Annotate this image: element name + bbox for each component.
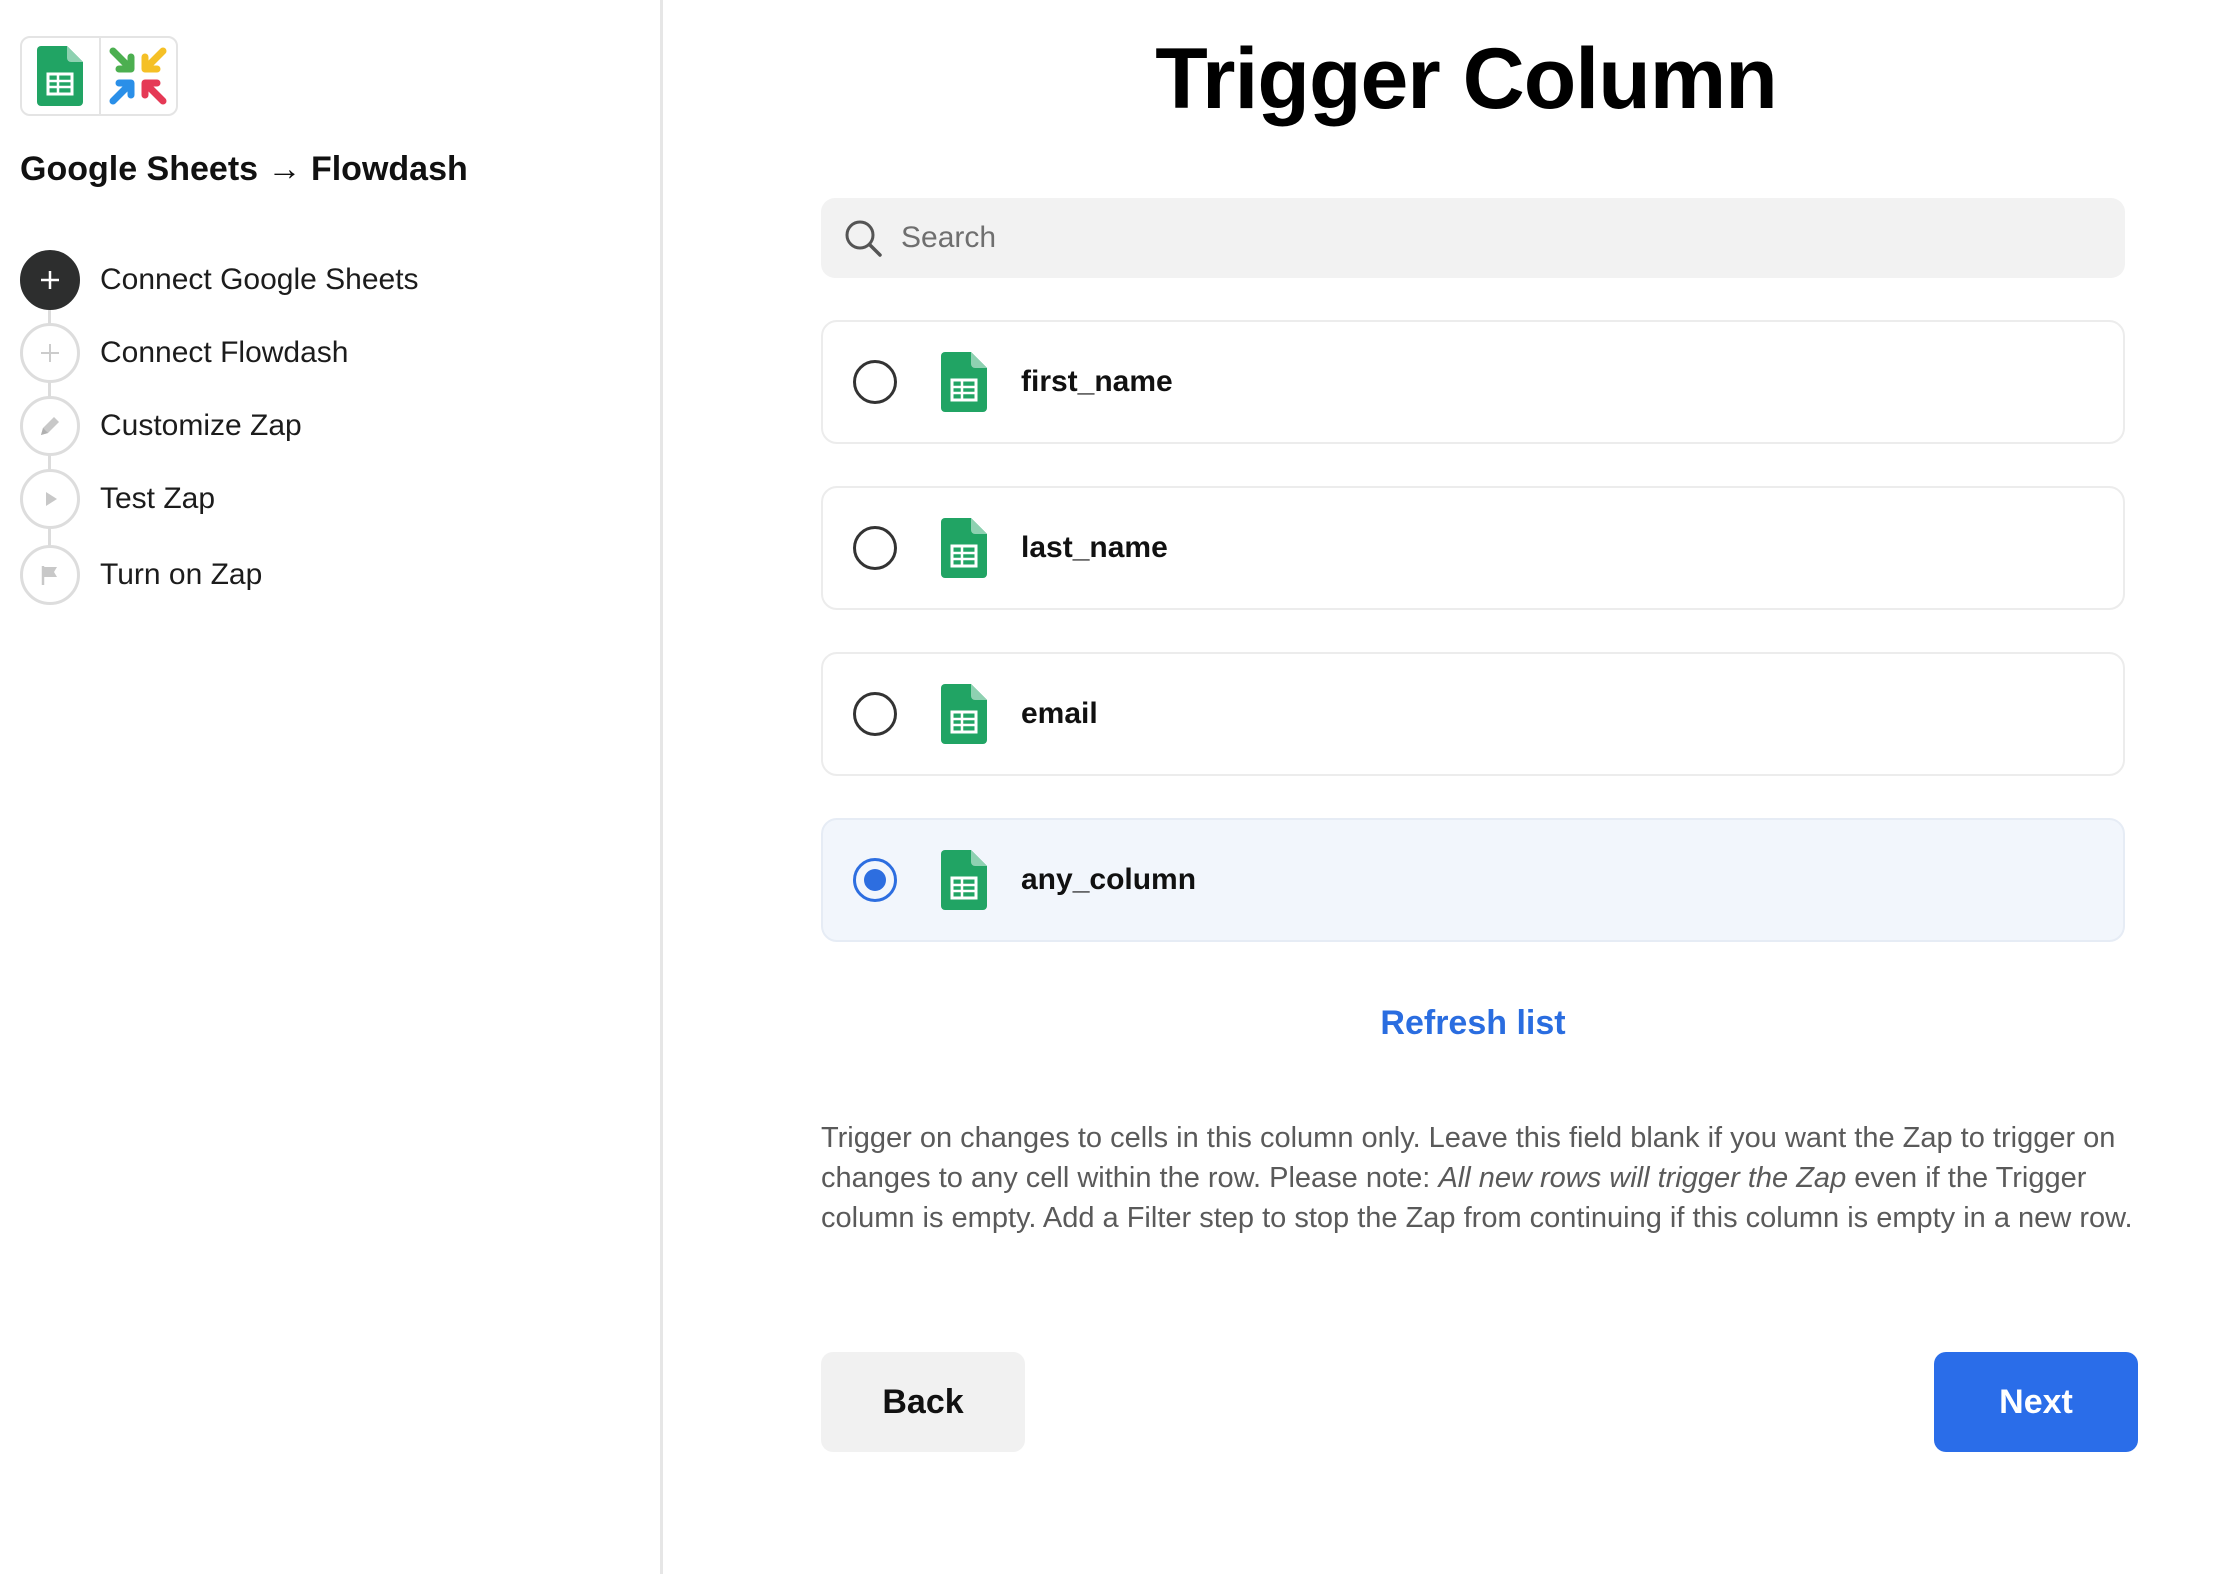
- play-icon: [20, 469, 80, 529]
- option-label: last_name: [1021, 531, 1168, 564]
- arrow-icon: →: [267, 150, 302, 188]
- step-label: Turn on Zap: [100, 558, 263, 591]
- step-label: Test Zap: [100, 482, 216, 515]
- radio-button[interactable]: [853, 692, 897, 736]
- pencil-icon: [20, 396, 80, 456]
- step-label: Customize Zap: [100, 409, 302, 442]
- column-option-any-column[interactable]: [821, 818, 2125, 942]
- help-text: [821, 1118, 2141, 1238]
- page-title: Trigger Column: [1155, 31, 1777, 127]
- column-option-email[interactable]: [821, 652, 2125, 776]
- option-label: any_column: [1021, 863, 1197, 896]
- radio-dot: [864, 869, 886, 891]
- help-text-part1: Trigger on changes to cells in this column only. Leave this field blank if you want the Zap to trigger on changes to any cell within the row. Please note:: [821, 1122, 2116, 1194]
- google-sheets-icon: [941, 518, 987, 578]
- zap-title-source: Google Sheets: [20, 150, 259, 188]
- flowdash-logo: [99, 38, 176, 114]
- column-option-last-name[interactable]: [821, 486, 2125, 610]
- step-test-zap[interactable]: [20, 469, 215, 529]
- step-connect-google-sheets[interactable]: [20, 250, 419, 310]
- refresh-list-link[interactable]: Refresh list: [1380, 1004, 1566, 1042]
- google-sheets-logo: [22, 38, 99, 114]
- radio-button-selected[interactable]: [853, 858, 897, 902]
- google-sheets-icon: [941, 850, 987, 910]
- flag-icon: [20, 545, 80, 605]
- step-label: Connect Google Sheets: [100, 263, 419, 296]
- step-turn-on-zap[interactable]: [20, 545, 262, 605]
- sidebar: [0, 0, 663, 1574]
- plus-icon: [20, 250, 80, 310]
- option-label: email: [1021, 697, 1098, 730]
- step-customize-zap[interactable]: [20, 396, 302, 456]
- search-input[interactable]: [901, 221, 2051, 255]
- app-logos: [20, 36, 178, 116]
- step-connect-flowdash[interactable]: [20, 323, 348, 383]
- google-sheets-icon: [941, 352, 987, 412]
- zap-title: [20, 150, 468, 189]
- google-sheets-icon: [941, 684, 987, 744]
- option-label: first_name: [1021, 365, 1173, 398]
- help-text-part2: even if the Trigger column is empty. Add a Filter step to stop the Zap from continuing if this column is empty in a new row.: [821, 1162, 2133, 1234]
- help-text-emphasis: All new rows will trigger the Zap: [1438, 1162, 1847, 1194]
- radio-button[interactable]: [853, 526, 897, 570]
- step-label: Connect Flowdash: [100, 336, 349, 369]
- search-bar[interactable]: [821, 198, 2125, 278]
- search-icon: [841, 216, 885, 260]
- column-option-first-name[interactable]: [821, 320, 2125, 444]
- radio-button[interactable]: [853, 360, 897, 404]
- next-button[interactable]: Next: [1934, 1352, 2138, 1452]
- zap-title-target: Flowdash: [310, 150, 468, 188]
- back-button[interactable]: Back: [821, 1352, 1025, 1452]
- plus-icon: [20, 323, 80, 383]
- main-panel: [666, 0, 2236, 1574]
